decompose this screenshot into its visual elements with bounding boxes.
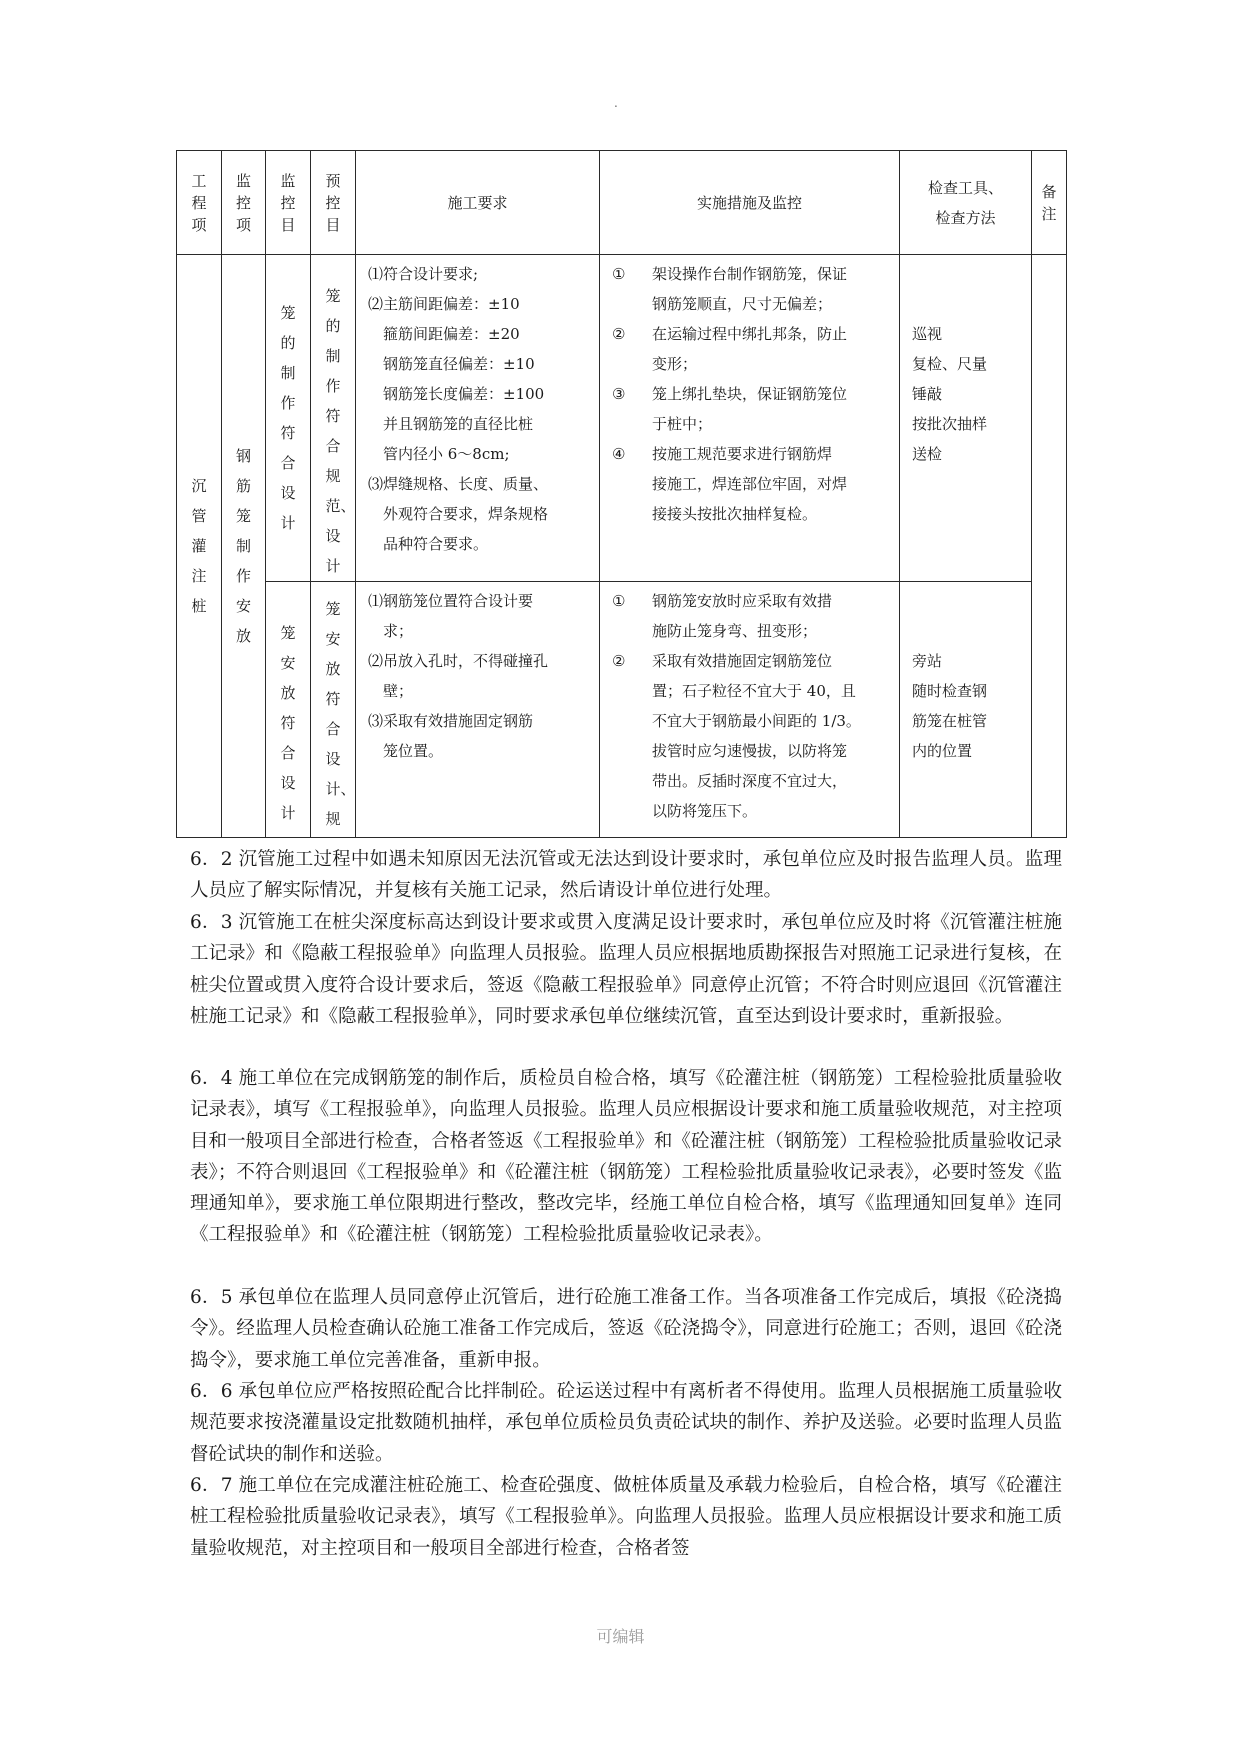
requirement-line: ⑵吊放入孔时，不得碰撞孔 xyxy=(368,652,549,670)
table-row xyxy=(177,582,1067,838)
measure-item: ④ 按施工规范要求进行钢筋焊 接施工，焊连部位牢固，对焊 接接头按批次抽样复检。 xyxy=(612,445,848,523)
editable-footer: 可编辑 xyxy=(596,1627,645,1646)
requirement-line: 品种符合要求。 xyxy=(368,535,489,553)
paragraph-6-2: 6．2 沉管施工过程中如遇未知原因无法沉管或无法达到设计要求时，承包单位应及时报告监理人员。监理人员应了解实际情况，并复核有关施工记录，然后请设计单位进行处理。 xyxy=(190,849,1062,902)
table-header-row xyxy=(177,151,1067,255)
requirement-line: 管内径小 6～8cm; xyxy=(368,445,510,463)
requirement-line: 笼位置。 xyxy=(368,742,444,760)
precontrol-target-cell: 笼安放符合设计、规 xyxy=(311,582,356,838)
header-requirements: 施工要求 xyxy=(356,151,600,255)
header-measures: 实施措施及监控 xyxy=(600,151,900,255)
remarks-cell xyxy=(1032,255,1067,838)
methods-cell: 巡视 复检、尺量 锤敲 按批次抽样 送检 xyxy=(900,255,1032,582)
requirement-line: 钢筋笼长度偏差：±100 xyxy=(368,385,545,403)
requirement-line: 求； xyxy=(368,622,414,640)
requirements-cell xyxy=(356,255,600,582)
paragraph-6-4: 6．4 施工单位在完成钢筋笼的制作后，质检员自检合格，填写《砼灌注桩（钢筋笼）工程检验批质量验收记录表》，填写《工程报验单》，向监理人员报验。监理人员应根据设计要求和施工质量验收规范，对主控项目和一般项目全部进行检查，合格者签返《工程报验单》和《砼灌注桩（钢筋笼）工程检验批质量验收记录表》；不符合则退回《工程报验单》和《砼灌注桩（钢筋笼）工程检验批质量验收记录表》，必要时签发《监理通知单》，要求施工单位限期进行整改，整改完毕，经施工单位自检合格，填写《监理通知回复单》连同《工程报验单》和《砼灌注桩（钢筋笼）工程检验批质量验收记录表》。 xyxy=(190,1068,1062,1246)
requirement-line: 钢筋笼直径偏差：±10 xyxy=(368,355,535,373)
header-monitor-target: 监控目 xyxy=(266,151,311,255)
measure-item: ② 采取有效措施固定钢筋笼位 置；石子粒径不宜大于 40，且 不宜大于钢筋最小间距的 1/3。 拔管时应匀速慢拔，以防将笼 带出。反插时深度不宜过大， 以防将笼压下。 xyxy=(612,652,861,820)
header-monitor-item: 监控项 xyxy=(222,151,266,255)
measure-item: ① 架设操作台制作钢筋笼，保证 钢筋笼顺直，尺寸无偏差； xyxy=(612,265,848,313)
monitor-target-cell: 笼的制作符合设计 xyxy=(266,255,311,582)
paragraph-6-3: 6．3 沉管施工在桩尖深度标高达到设计要求或贯入度满足设计要求时，承包单位应及时将《沉管灌注桩施工记录》和《隐蔽工程报验单》向监理人员报验。监理人员应根据地质勘探报告对照施工记录进行复核，在桩尖位置或贯入度符合设计要求后，签返《隐蔽工程报验单》同意停止沉管；不符合时则应退回《沉管灌注桩施工记录》和《隐蔽工程报验单》，同时要求承包单位继续沉管，直至达到设计要求时，重新报验。 xyxy=(190,912,1062,1027)
measures-cell xyxy=(600,582,900,838)
project-cell: 沉管灌注桩 xyxy=(177,255,222,838)
requirement-line: 外观符合要求，焊条规格 xyxy=(368,505,549,523)
requirement-line: ⑴符合设计要求; xyxy=(368,265,479,283)
requirement-line: ⑵主筋间距偏差：±10 xyxy=(368,295,520,313)
paragraph-6-7: 6．7 施工单位在完成灌注桩砼施工、检查砼强度、做桩体质量及承载力检验后，自检合格，填写《砼灌注桩工程检验批质量验收记录表》，填写《工程报验单》。向监理人员报验。监理人员应根据设计要求和施工质量验收规范，对主控项目和一般项目全部进行检查，合格者签 xyxy=(190,1475,1062,1559)
requirement-line: 壁； xyxy=(368,682,414,700)
monitor-target-cell: 笼安放符合设计 xyxy=(266,582,311,838)
methods-cell: 旁站 随时检查钢 筋笼在桩管 内的位置 xyxy=(900,582,1032,838)
supervision-table xyxy=(176,150,1067,838)
paragraph-6-5: 6．5 承包单位在监理人员同意停止沉管后，进行砼施工准备工作。当各项准备工作完成后，填报《砼浇捣令》。经监理人员检查确认砼施工准备工作完成后，签返《砼浇捣令》，同意进行砼施工；否则，退回《砼浇捣令》，要求施工单位完善准备，重新申报。 xyxy=(190,1287,1062,1371)
requirement-line: ⑶焊缝规格、长度、质量、 xyxy=(368,475,549,493)
header-remarks: 备注 xyxy=(1032,151,1067,255)
requirement-line: ⑴钢筋笼位置符合设计要 xyxy=(368,592,534,610)
monitor-item-cell: 钢筋笼制作安放 xyxy=(222,255,266,838)
header-tools: 检查工具、 检查方法 xyxy=(900,151,1032,255)
measure-item: ① 钢筋笼安放时应采取有效措 施防止笼身弯、扭变形； xyxy=(612,592,833,640)
requirement-line: ⑶采取有效措施固定钢筋 xyxy=(368,712,534,730)
measure-item: ③ 笼上绑扎垫块，保证钢筋笼位 于桩中； xyxy=(612,385,848,433)
header-project: 工程项 xyxy=(177,151,222,255)
measures-cell xyxy=(600,255,900,582)
top-mark: . xyxy=(614,96,618,110)
header-precontrol-target: 预控目 xyxy=(311,151,356,255)
requirements-cell xyxy=(356,582,600,838)
precontrol-target-cell: 笼的制作符合规范、设计 xyxy=(311,255,356,582)
requirement-line: 箍筋间距偏差：±20 xyxy=(368,325,520,343)
paragraph-6-6: 6．6 承包单位应严格按照砼配合比拌制砼。砼运送过程中有离析者不得使用。监理人员根据施工质量验收规范要求按浇灌量设定批数随机抽样，承包单位质检员负责砼试块的制作、养护及送验。必要时监理人员监督砼试块的制作和送验。 xyxy=(190,1381,1062,1465)
table-row xyxy=(177,255,1067,582)
requirement-line: 并且钢筋笼的直径比桩 xyxy=(368,415,534,433)
measure-item: ② 在运输过程中绑扎邦条，防止 变形； xyxy=(612,325,848,373)
